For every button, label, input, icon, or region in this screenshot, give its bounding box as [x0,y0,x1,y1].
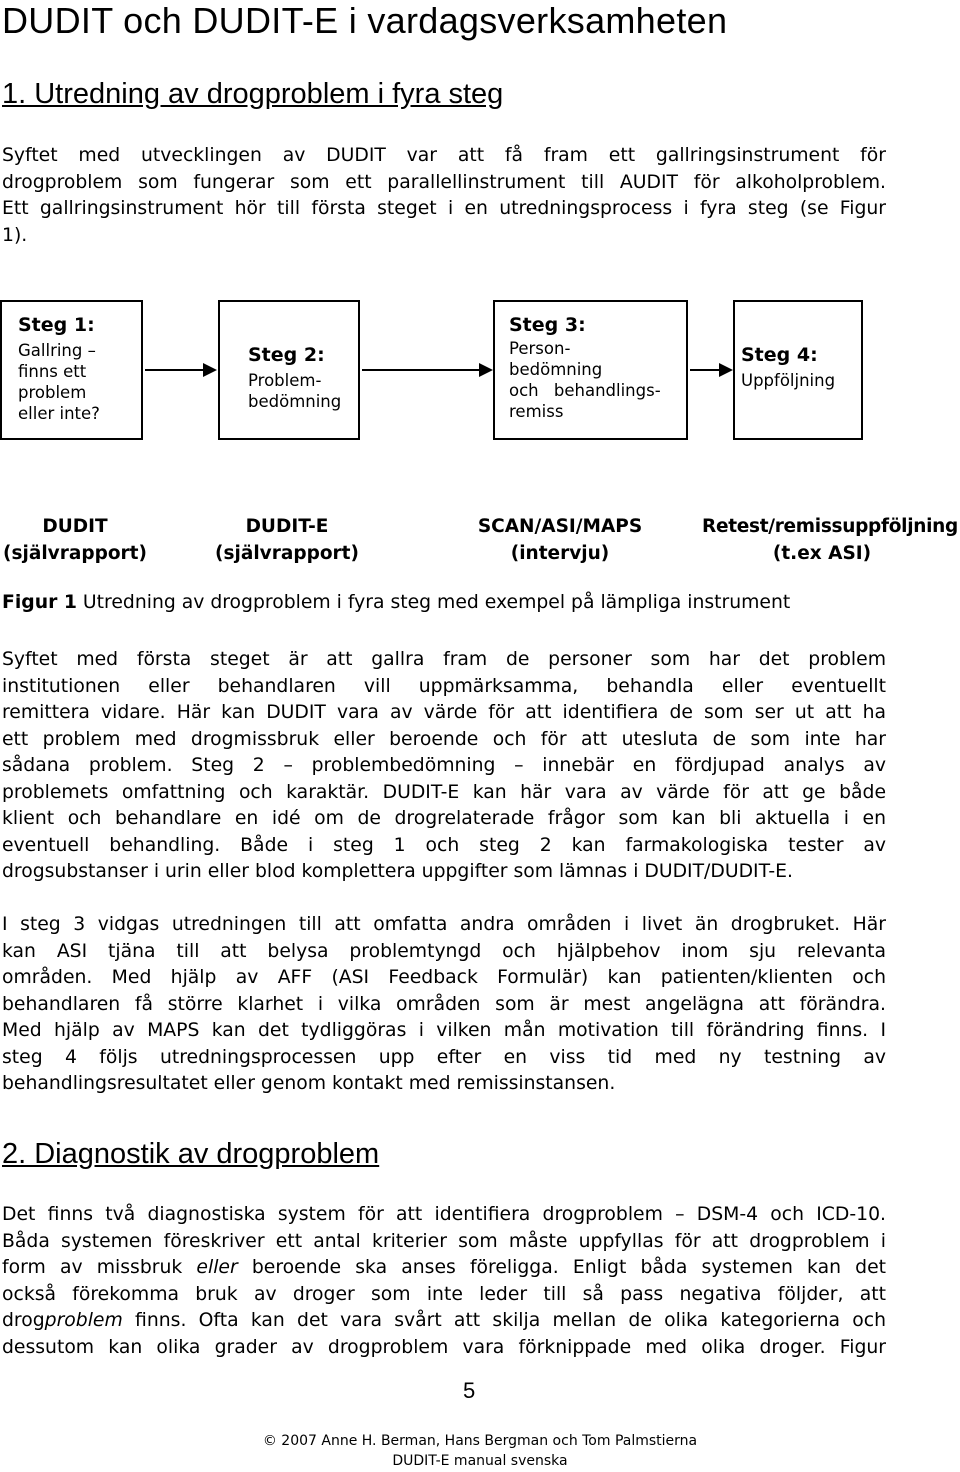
text-line: behandlaren få större klarhet i vilka områden som är mest angelägna att förändra. [2,993,886,1015]
step-3-line: Person- [509,339,571,358]
figure-caption-label: Figur 1 [2,592,77,613]
text-line [2,1308,886,1335]
instrument-type: (självrapport) [3,543,147,564]
text-line: klient och behandlare en idé om de drogrelaterade frågor som kan bli aktuella i en [2,808,886,829]
figure-caption-text: Utredning av drogproblem i fyra steg med exempel på lämpliga instrument [76,592,791,613]
paragraph-steps-3-4 [2,912,886,1098]
instrument-name: SCAN/ASI/MAPS [477,516,643,537]
arrow-2-to-3 [362,369,480,371]
text-line: eventuell behandling. Både i steg 1 och steg 2 kan farmakologiska tester av [2,834,886,856]
step-4-title: Steg 4: [741,344,818,366]
intro-paragraph [2,143,886,249]
text-line: sådana problem. Steg 2 – problembedömning – innebär en fördjupad analys av [2,755,886,776]
text-line: Syftet med första steget är att gallra fram de personer som har det problem [2,649,886,670]
text-line: dessutom kan olika grader av drogproblem vara förknippade med olika droger. Figur [2,1336,886,1358]
text-line: Syftet med utvecklingen av DUDIT var att få fram ett gallringsinstrument för [2,145,886,166]
section-2-heading: 2. Diagnostik av drogproblem [2,1138,380,1170]
step-3-box [493,300,688,440]
step-2-line: bedömning [248,392,342,411]
text-fragment: finns. Ofta kan det vara svårt att skilja mellan de olika kategorierna och [122,1310,886,1331]
text-line: steg 4 följs utredningsprocessen upp efter en viss tid med ny testning av [2,1046,886,1068]
instrument-1 [0,513,150,567]
instrument-name: DUDIT-E [245,516,329,537]
footer-copyright: © 2007 Anne H. Berman, Hans Bergman och Tom Palmstierna [262,1433,698,1449]
step-1-line: problem [18,383,87,402]
step-1-line: eller inte? [18,404,100,423]
instrument-3 [470,513,650,567]
text-line: Båda systemen föreskriver ett antal kriterier som måste uppfyllas för att drogproblem i [2,1230,886,1252]
text-line: behandlingsresultatet eller genom kontakt med remissinstansen. [2,1073,616,1094]
instrument-type: (intervju) [510,543,610,564]
footer-manual: DUDIT-E manual svenska [392,1453,568,1469]
paragraph-steps-1-2 [2,647,886,886]
text-line: drogsubstanser i urin eller blod komplettera uppgifter som lämnas i DUDIT/DUDIT-E. [2,861,793,882]
step-1-line: finns ett [18,362,87,381]
page-number: 5 [463,1378,476,1403]
emphasis: eller [196,1257,238,1278]
arrowhead-icon [203,363,217,377]
text-line: kan ASI tjäna till att belysa problemtyngd och hjälpbehov inom sju relevanta [2,940,886,962]
text-fragment: drog [2,1310,45,1331]
step-1-title: Steg 1: [18,314,95,336]
step-3-line: remiss [509,402,564,421]
emphasis: problem [44,1310,123,1331]
instrument-4 [700,513,960,567]
step-2-title: Steg 2: [248,344,325,366]
text-line: problemets omfattning och karaktär. DUDIT-E kan här vara av värde för att ge både [2,781,886,803]
instrument-name: Retest/remissuppföljning [702,516,958,537]
text-line: institutionen eller behandlaren vill uppmärksamma, behandla eller eventuellt [2,675,886,697]
step-4-description [741,370,835,391]
instrument-type: (t.ex ASI) [772,543,872,564]
step-4-line: Uppföljning [741,371,836,390]
step-3-line: och behandlings- [509,381,661,400]
arrowhead-icon [719,363,733,377]
figure-caption [2,592,790,613]
text-line: Det finns två diagnostiska system för att identifiera drogproblem – DSM-4 och ICD-10. [2,1204,886,1225]
step-3-line: bedömning [509,360,603,379]
arrow-3-to-4 [690,369,720,371]
step-1-line: Gallring – [18,341,96,360]
text-line: också förekomma bruk av droger som inte leder till så pass negativa följder, att [2,1283,886,1305]
text-line: 1). [2,224,28,246]
step-2-line: Problem- [248,371,322,390]
step-4-box [733,300,863,440]
paragraph-diagnostics [2,1202,886,1361]
instrument-type: (självrapport) [215,543,359,564]
document-title: DUDIT och DUDIT-E i vardagsverksamheten [2,0,728,41]
text-fragment: form av missbruk [2,1257,197,1278]
step-2-box [218,300,360,440]
text-line: remittera vidare. Här kan DUDIT vara av värde för att identifiera de som ser ut att ha [2,702,886,723]
arrowhead-icon [479,363,493,377]
text-fragment: beroende ska anses föreligga. Enligt båda systemen kan det [237,1257,886,1278]
text-line: områden. Med hjälp av AFF (ASI Feedback Formulär) kan patienten/klienten och [2,967,886,988]
instrument-name: DUDIT [42,516,108,537]
text-line [2,1255,886,1282]
text-line: ett problem med drogmissbruk eller beroende och för att utesluta de som inte har [2,728,886,750]
arrow-1-to-2 [145,369,203,371]
section-1-heading: 1. Utredning av drogproblem i fyra steg [2,78,504,110]
step-3-title: Steg 3: [509,314,586,336]
step-3-description [509,338,671,422]
text-line: Med hjälp av MAPS kan det tydliggöras i vilken mån motivation till förändring finns. I [2,1020,886,1041]
instrument-2 [212,513,362,567]
step-2-description [248,370,341,412]
step-1-box [0,300,143,440]
text-line: I steg 3 vidgas utredningen till att omfatta andra områden i livet än drogbruket. Här [2,914,886,935]
text-line: drogproblem som fungerar som ett parallellinstrument till AUDIT för alkoholproblem. [2,171,886,193]
step-1-description [18,340,128,424]
text-line: Ett gallringsinstrument hör till första steget i en utredningsprocess i fyra steg (se Figur [2,198,886,219]
